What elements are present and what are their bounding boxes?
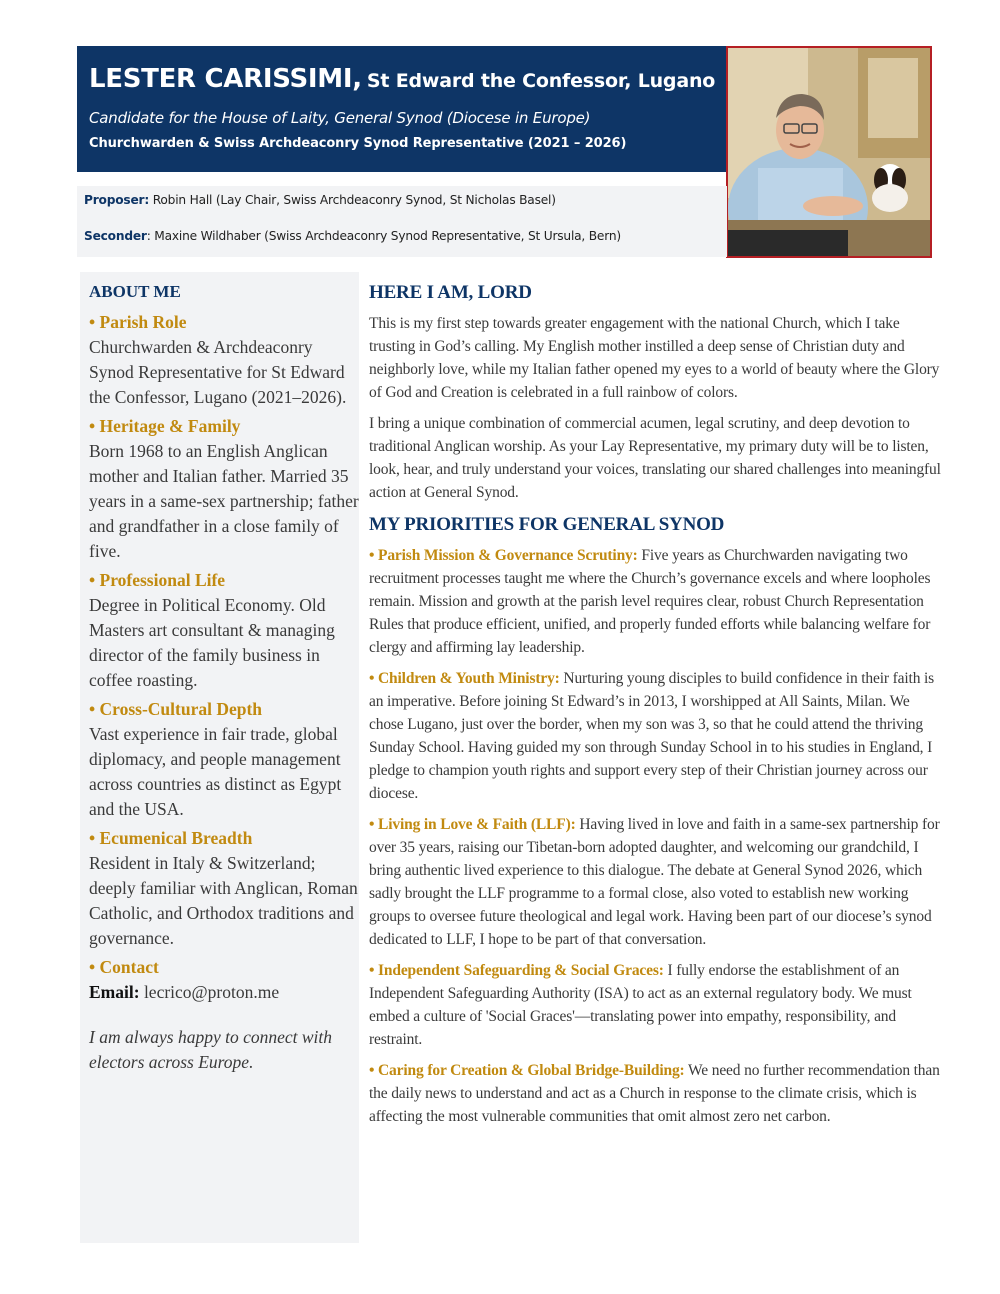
candidate-photo <box>726 46 932 258</box>
priority-item <box>369 667 944 805</box>
seconder-text: : Maxine Wildhaber (Swiss Archdeaconry Synod Representative, St Ursula, Bern) <box>146 229 621 243</box>
heritage-heading: • Heritage & Family <box>89 416 241 436</box>
intro-title: HERE I AM, LORD <box>369 282 532 303</box>
cross-cultural-text: Vast experience in fair trade, global diplomacy, and people management across countries as distinct as Egypt and the USA. <box>89 724 342 819</box>
main-column <box>369 282 944 1136</box>
priority-text: Having lived in love and faith in a same-sex partnership for over 35 years, raising our Tibetan-born adopted daughter, and welcoming our grandchild, I bring authentic lived experience to this dialogue. The debate at General Synod 2026, which sadly brought the LLF programme to a formal close, also voted to establish new working groups to oversee future theological and legal work. Having been part of our diocese’s synod dedicated to LLF, I hope to be part of that conversation. <box>369 816 940 948</box>
priority-text: Five years as Churchwarden navigating two recruitment processes taught me where the Church’s governance excels and where loopholes remain. Mission and growth at the parish level requires clear, robust Church Representation Rules that produce efficient, unified, and properly funded efforts while balancing welfare for clergy and affirming lay leadership. <box>369 547 931 656</box>
proposer-text: Robin Hall (Lay Chair, Swiss Archdeaconry Synod, St Nicholas Basel) <box>149 193 556 207</box>
intro-paragraph: This is my first step towards greater engagement with the national Church, which I take trusting in God’s calling. My English mother instilled a deep sense of Christian duty and neighborly love, while my Italian father opened my eyes to a world of beauty where the Glory of God and Creation is celebrated in a full rainbow of colors. <box>369 315 940 401</box>
parish-name: St Edward the Confessor, Lugano <box>366 70 716 92</box>
header-title-line <box>89 62 728 99</box>
contact-note: I am always happy to connect with electors across Europe. <box>89 1027 333 1072</box>
priority-item <box>369 544 944 659</box>
email-label: Email: <box>89 982 140 1002</box>
parish-role-text: Churchwarden & Archdeaconry Synod Representative for St Edward the Confessor, Lugano (2021–2026). <box>89 337 347 407</box>
heritage-text: Born 1968 to an English Anglican mother and Italian father. Married 35 years in a same-sex partnership; father and grandfather in a close family of five. <box>89 441 359 561</box>
proposer-line <box>84 193 556 207</box>
header-banner <box>77 46 728 172</box>
seconder-label: Seconder <box>84 229 147 243</box>
ecumenical-text: Resident in Italy & Switzerland; deeply familiar with Anglican, Roman Catholic, and Orthodox traditions and governance. <box>89 853 358 948</box>
contact-heading: • Contact <box>89 957 159 977</box>
priority-heading: • Independent Safeguarding & Social Graces: <box>369 962 664 979</box>
portrait-illustration <box>728 48 930 256</box>
role-line: Churchwarden & Swiss Archdeaconry Synod Representative (2021 – 2026) <box>89 136 627 151</box>
professional-text: Degree in Political Economy. Old Masters art consultant & managing director of the family business in coffee roasting. <box>89 595 335 690</box>
ecumenical-heading: • Ecumenical Breadth <box>89 828 253 848</box>
priority-text: I fully endorse the establishment of an Independent Safeguarding Authority (ISA) to act as an external regulatory body. We must embed a culture of 'Social Graces'—translating power into empathy, responsibility, and restraint. <box>369 962 912 1048</box>
about-title: ABOUT ME <box>89 282 181 301</box>
nomination-box <box>77 186 727 257</box>
candidate-name: LESTER CARISSIMI, <box>89 64 362 94</box>
priority-heading: • Parish Mission & Governance Scrutiny: <box>369 547 638 564</box>
proposer-label: Proposer: <box>84 193 150 207</box>
priority-heading: • Living in Love & Faith (LLF): <box>369 816 576 833</box>
seconder-line <box>84 229 621 243</box>
intro-paragraph: I bring a unique combination of commercial acumen, legal scrutiny, and deep devotion to traditional Anglican worship. As your Lay Representative, my primary duty will be to listen, look, hear, and truly understand your voices, translating our shared challenges into meaningful action at General Synod. <box>369 415 941 501</box>
priority-heading: • Caring for Creation & Global Bridge-Building: <box>369 1062 685 1079</box>
email-address[interactable]: lecrico@proton.me <box>139 982 280 1002</box>
priority-heading: • Children & Youth Ministry: <box>369 670 560 687</box>
priority-text: We need no further recommendation than the daily news to understand and act as a Church in response to the climate crisis, which is affecting the most vulnerable communities that omit almost zero net carbon. <box>369 1062 940 1125</box>
cross-cultural-heading: • Cross-Cultural Depth <box>89 699 263 719</box>
about-sidebar <box>80 272 359 1243</box>
parish-role-heading: • Parish Role <box>89 312 187 332</box>
priority-text: Nurturing young disciples to build confidence in their faith is an imperative. Before joining St Edward’s in 2013, I worshipped at All Saints, Milan. We chose Lugano, just over the border, when my son was 3, so that he could attend the thriving Sunday School. Having guided my son through Sunday School in to his studies in England, I pledge to champion youth rights and support every step of their Christian journey across our diocese. <box>369 670 935 802</box>
priority-item <box>369 959 944 1051</box>
priority-item <box>369 813 944 951</box>
priorities-title: MY PRIORITIES FOR GENERAL SYNOD <box>369 514 725 535</box>
candidacy-line: Candidate for the House of Laity, General Synod (Diocese in Europe) <box>89 109 591 127</box>
priority-item <box>369 1059 944 1128</box>
contact-email-line <box>89 980 359 1005</box>
professional-heading: • Professional Life <box>89 570 226 590</box>
